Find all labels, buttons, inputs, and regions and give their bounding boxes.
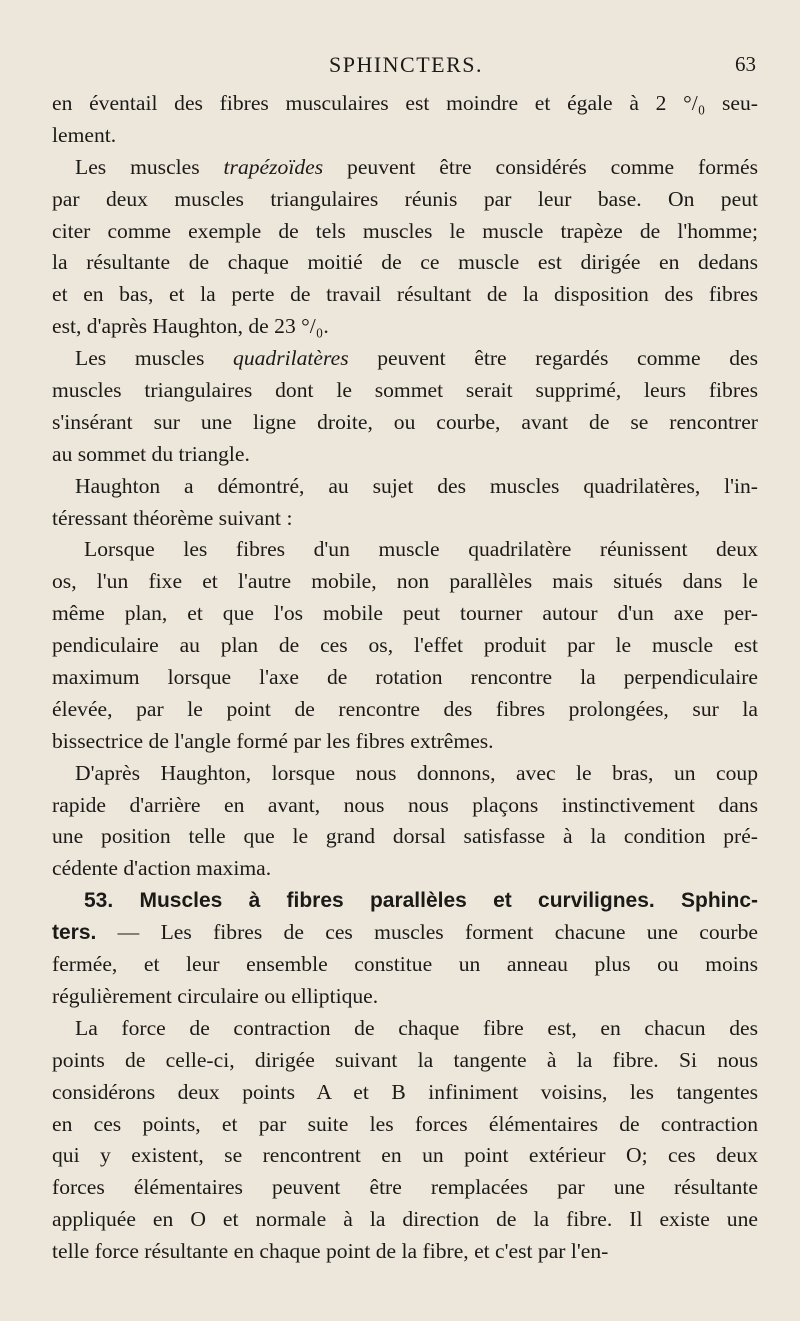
text-line	[52, 534, 758, 566]
text-line	[52, 758, 758, 790]
text-fragment: appliquée en O et normale à la direction de la fibre. Il existe une	[52, 1207, 758, 1232]
text-fragment: lement.	[52, 122, 117, 147]
text-fragment: muscles triangulaires dont le sommet serait supprimé, leurs fibres	[52, 378, 758, 403]
body-text	[52, 88, 758, 1268]
text-fragment: la résultante de chaque moitié de ce muscle est dirigée en dedans	[52, 250, 758, 275]
text-fragment: forces élémentaires peuvent être remplacées par une résultante	[52, 1175, 758, 1200]
text-line	[52, 726, 758, 758]
text-line	[52, 1204, 758, 1236]
text-fragment: Lorsque les fibres d'un muscle quadrilatère réunissent deux	[84, 537, 758, 562]
page-number: 63	[735, 52, 756, 76]
text-fragment: cédente d'action maxima.	[52, 856, 272, 881]
text-line	[52, 853, 758, 885]
text-line	[52, 1172, 758, 1204]
emphasized-term: trapézoïdes	[223, 154, 324, 179]
text-line	[52, 1109, 758, 1141]
text-fragment: peuvent être considérés comme formés	[323, 154, 758, 179]
text-fragment: est, d'après Haughton, de 23 °/₀.	[52, 314, 329, 339]
text-fragment: en ces points, et par suite les forces élémentaires de contraction	[52, 1111, 758, 1136]
text-line	[52, 247, 758, 279]
text-line	[52, 598, 758, 630]
text-line	[52, 120, 758, 152]
text-line	[52, 439, 758, 471]
text-fragment: Les muscles	[75, 346, 234, 371]
text-line	[52, 1077, 758, 1109]
text-line	[52, 1045, 758, 1077]
text-line	[52, 917, 758, 949]
text-line	[52, 471, 758, 503]
running-title: SPHINCTERS.	[328, 52, 484, 77]
text-fragment: rapide d'arrière en avant, nous nous plaçons instinctivement dans	[52, 792, 758, 817]
text-fragment: au sommet du triangle.	[52, 441, 250, 466]
text-fragment: citer comme exemple de tels muscles le muscle trapèze de l'homme;	[52, 218, 758, 243]
text-line	[52, 343, 758, 375]
text-line	[52, 88, 758, 120]
text-line	[52, 279, 758, 311]
text-fragment: régulièrement circulaire ou elliptique.	[52, 983, 379, 1008]
text-fragment: points de celle-ci, dirigée suivant la tangente à la fibre. Si nous	[52, 1047, 758, 1072]
text-line	[52, 1140, 758, 1172]
text-fragment: téressant théorème suivant :	[52, 505, 293, 530]
section-heading: ters.	[52, 921, 97, 945]
text-fragment: La force de contraction de chaque fibre est, en chacun des	[75, 1015, 758, 1040]
text-line	[52, 1013, 758, 1045]
text-fragment: telle force résultante en chaque point de la fibre, et c'est par l'en-	[52, 1239, 609, 1264]
text-fragment: par deux muscles triangulaires réunis par leur base. On peut	[52, 186, 758, 211]
text-fragment: élevée, par le point de rencontre des fibres prolongées, sur la	[52, 696, 758, 721]
text-fragment: — Les fibres de ces muscles forment chacune une courbe	[96, 920, 758, 945]
text-line	[52, 152, 758, 184]
text-line	[52, 375, 758, 407]
text-fragment: fermée, et leur ensemble constitue un anneau plus ou moins	[52, 952, 758, 977]
text-line	[52, 981, 758, 1013]
text-line	[52, 1236, 758, 1268]
text-line	[52, 407, 758, 439]
text-line	[52, 694, 758, 726]
text-line	[52, 790, 758, 822]
text-line	[52, 311, 758, 343]
text-fragment: peuvent être regardés comme des	[348, 346, 758, 371]
text-fragment: bissectrice de l'angle formé par les fibres extrêmes.	[52, 728, 494, 753]
text-fragment: s'insérant sur une ligne droite, ou courbe, avant de se rencontrer	[52, 409, 758, 434]
text-fragment: Les muscles	[75, 154, 224, 179]
text-fragment: même plan, et que l'os mobile peut tourner autour d'un axe per-	[52, 601, 758, 626]
section-heading: 53. Muscles à fibres parallèles et curvilignes. Sphinc-	[84, 889, 758, 913]
text-fragment: maximum lorsque l'axe de rotation rencontre la perpendiculaire	[52, 665, 758, 690]
text-fragment: en éventail des fibres musculaires est moindre et égale à 2 °/₀ seu-	[52, 91, 758, 115]
text-line	[52, 216, 758, 248]
text-line	[52, 662, 758, 694]
text-fragment: Haughton a démontré, au sujet des muscles quadrilatères, l'in-	[75, 473, 758, 498]
text-fragment: pendiculaire au plan de ces os, l'effet produit par le muscle est	[52, 633, 758, 658]
text-line	[52, 949, 758, 981]
text-line	[52, 184, 758, 216]
text-fragment: et en bas, et la perte de travail résultant de la disposition des fibres	[52, 282, 758, 307]
text-line	[52, 885, 758, 917]
text-line	[52, 503, 758, 535]
text-line	[52, 630, 758, 662]
text-fragment: os, l'un fixe et l'autre mobile, non parallèles mais situés dans le	[52, 569, 758, 594]
text-fragment: qui y existent, se rencontrent en un point extérieur O; ces deux	[52, 1143, 758, 1168]
text-line	[52, 566, 758, 598]
running-head	[56, 52, 756, 82]
text-fragment: considérons deux points A et B infiniment voisins, les tangentes	[52, 1079, 758, 1104]
text-fragment: D'après Haughton, lorsque nous donnons, avec le bras, un coup	[75, 760, 758, 785]
emphasized-term: quadrilatères	[233, 346, 349, 371]
text-line	[52, 821, 758, 853]
text-fragment: une position telle que le grand dorsal satisfasse à la condition pré-	[52, 824, 758, 849]
